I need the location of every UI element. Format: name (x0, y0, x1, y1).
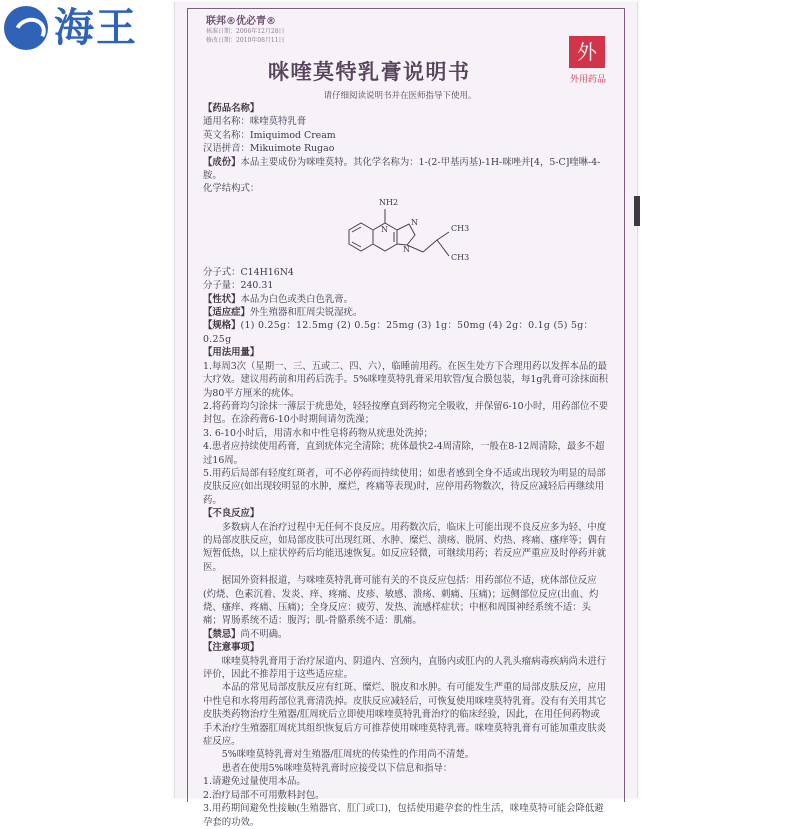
section-heading-usage: 【用法用量】 (203, 347, 260, 359)
usage-item: 4.患者应持续使用药膏，直到疣体完全清除；疣体最快2-4周清除，一般在8-12周清除，最多不超过16周。 (203, 441, 605, 466)
watermark-text: 海王 (54, 5, 138, 51)
section-heading-name: 【药品名称】 (203, 103, 260, 114)
precaution-item: 3.用药期间避免性接触(生殖器官、肛门或口)，包括使用避孕套的性生活，咪喹莫特可能会降低避孕套的功效。 (203, 803, 604, 828)
spec-text: (1) 0.25g：12.5mg (2) 0.5g：25mg (3) 1g：50mg (4) 2g：0.1g (5) 5g：0.25g (203, 320, 594, 345)
document-subtitle: 请仔细阅读说明书并在医师指导下使用。 (323, 91, 477, 101)
molecular-formula: 分子式：C14H16N4 (203, 266, 294, 278)
section-heading-indication: 【适应症】 (203, 307, 250, 319)
chemical-structure (203, 196, 609, 266)
haiwang-logo-icon (4, 6, 48, 50)
generic-name: 通用名称：咪喹莫特乳膏 (203, 116, 307, 128)
page-edge-tab (634, 196, 640, 226)
structure-diagram (339, 194, 489, 266)
usage-item: 1.每周3次（星期一、三、五或二、四、六），临睡前用药。在医生处方下合理用药以发挥本品的最大疗效。建议用药前和用药后洗手。5%咪喹莫特乳膏采用软管/复合膜包装，每1g乳膏可涂抹面积为80平方厘米的疣体。 (203, 360, 609, 399)
english-name: 英文名称：Imiquimod Cream (203, 129, 336, 141)
usage-item: 2.将药膏均匀涂抹一薄层于疣患处，轻轻按摩直到药物完全吸收，并保留6-10小时，用药部位不要封包。在涂药膏6-10小时期间请勿洗澡； (203, 400, 609, 426)
ch3-label-a: CH3 (451, 223, 470, 233)
dates-block (206, 27, 285, 45)
precaution-item: 2.治疗局部不可用敷料封包。 (203, 789, 325, 801)
document-title: 咪喹莫特乳膏说明书 (268, 60, 471, 84)
character-text: 本品为白色或类白色乳膏。 (240, 293, 354, 305)
n2-label: N (411, 217, 418, 227)
pinyin-name: 汉语拼音：Mikuimote Rugao (203, 143, 335, 155)
ch3-label-b: CH3 (451, 252, 470, 262)
otc-mark: 外 (569, 36, 605, 68)
usage-item: 5.用药后局部有轻度红斑者，可不必停药而持续使用；如患者感到全身不适或出现较为明显的局部皮肤反应(如出现较明显的水肿，糜烂，疼痛等表现)时，应停用药物数次，待反应减轻后再继续用药。 (203, 467, 606, 506)
composition-block (203, 156, 609, 183)
section-heading-character: 【性状】 (203, 293, 241, 305)
spec-block (203, 319, 609, 346)
otc-label: 外用药品 (569, 75, 606, 85)
precaution-paragraph: 5%咪喹莫特乳膏对生殖器/肛周疣的传染性的作用尚不清楚。 (221, 749, 475, 761)
contraindication-text: 尚不明确。 (240, 628, 288, 640)
precaution-item: 1.请避免过量使用本品。 (203, 776, 306, 788)
amine-label: NH2 (379, 197, 399, 207)
precaution-paragraph: 患者在使用5%咪喹莫特乳膏时应接受以下信息和指导： (221, 762, 453, 774)
brand-name: 联邦®优必青® (206, 16, 276, 27)
n1-label: N (381, 224, 388, 234)
date-revised: 修改日期：2010年08月11日 (206, 37, 285, 44)
indication-text: 外生殖器和肛周尖锐湿疣。 (249, 307, 363, 319)
section-heading-contraindication: 【禁忌】 (203, 628, 241, 640)
precaution-paragraph: 本品的常见局部皮肤反应有红斑、糜烂、脱皮和水肿。有可能发生严重的局部皮肤反应，应用中性皂和水将用药部位乳膏清洗掉。皮肤反应减轻后，可恢复使用咪喹莫特乳膏。没有有关用其它皮肤类药物治疗生殖器/肛周疣后立即使用咪喹莫特乳膏治疗的临床经验，因此，在用任何药物或手术治疗生殖器肛周疣其组织恢复后方可推荐使用咪喹莫特乳膏。咪喹莫特乳膏有可能加重皮肤炎症反应。 (203, 682, 607, 748)
usage-item: 3. 6-10小时后，用清水和中性皂将药物从疣患处洗掉； (203, 427, 433, 439)
section-heading-spec: 【规格】 (203, 320, 241, 332)
structure-label: 化学结构式： (203, 183, 260, 195)
leaflet-content (203, 102, 609, 829)
date-approved: 核准日期：2006年12月28日 (206, 28, 285, 35)
contraindication-block (203, 628, 609, 641)
watermark (4, 6, 138, 50)
section-heading-precautions: 【注意事项】 (203, 642, 260, 654)
adverse-paragraph: 多数病人在治疗过程中无任何不良反应。用药数次后，临床上可能出现不良反应多为轻、中度的局部皮肤反应，如局部皮肤可出现红斑、水肿、糜烂、溃疡、脱屑、灼热、疼痛、瘙痒等；偶有短暂低热，以上症状停药后均能迅速恢复。如反应轻微，可继续用药；若反应严重应及时停药并就医。 (203, 521, 607, 573)
section-heading-adverse: 【不良反应】 (203, 508, 260, 520)
n3-label: N (403, 244, 410, 254)
character-block (203, 293, 609, 306)
molecular-weight: 分子量：240.31 (203, 280, 274, 292)
indication-block (203, 306, 609, 319)
composition-text: 本品主要成份为咪喹莫特。其化学名称为：1-(2-甲基丙基)-1H-咪唑并[4，5-C]喹啉-4-胺。 (203, 156, 601, 182)
precaution-paragraph: 咪喹莫特乳膏用于治疗尿道内、阴道内、宫颈内，直肠内或肛内的人乳头瘤病毒疾病尚未进行评价，因此不推荐用于这些适应症。 (203, 655, 607, 681)
section-heading-composition: 【成份】 (203, 156, 241, 168)
adverse-paragraph: 据国外资料报道，与咪喹莫特乳膏可能有关的不良反应包括：用药部位不适，疣体部位反应(灼烧、色素沉着、发炎、痒、疼痛、皮疹、敏感、溃疡、刺痛、压痛)；远侧部位反应(出血、灼烧、瘙痒、疼痛、压痛)；全身反应：疲劳、发热、流感样症状；中枢和周围神经系统不适：头痛；胃肠系统不适：腹泻；肌-骨骼系统不适：肌痛。 (203, 575, 599, 627)
